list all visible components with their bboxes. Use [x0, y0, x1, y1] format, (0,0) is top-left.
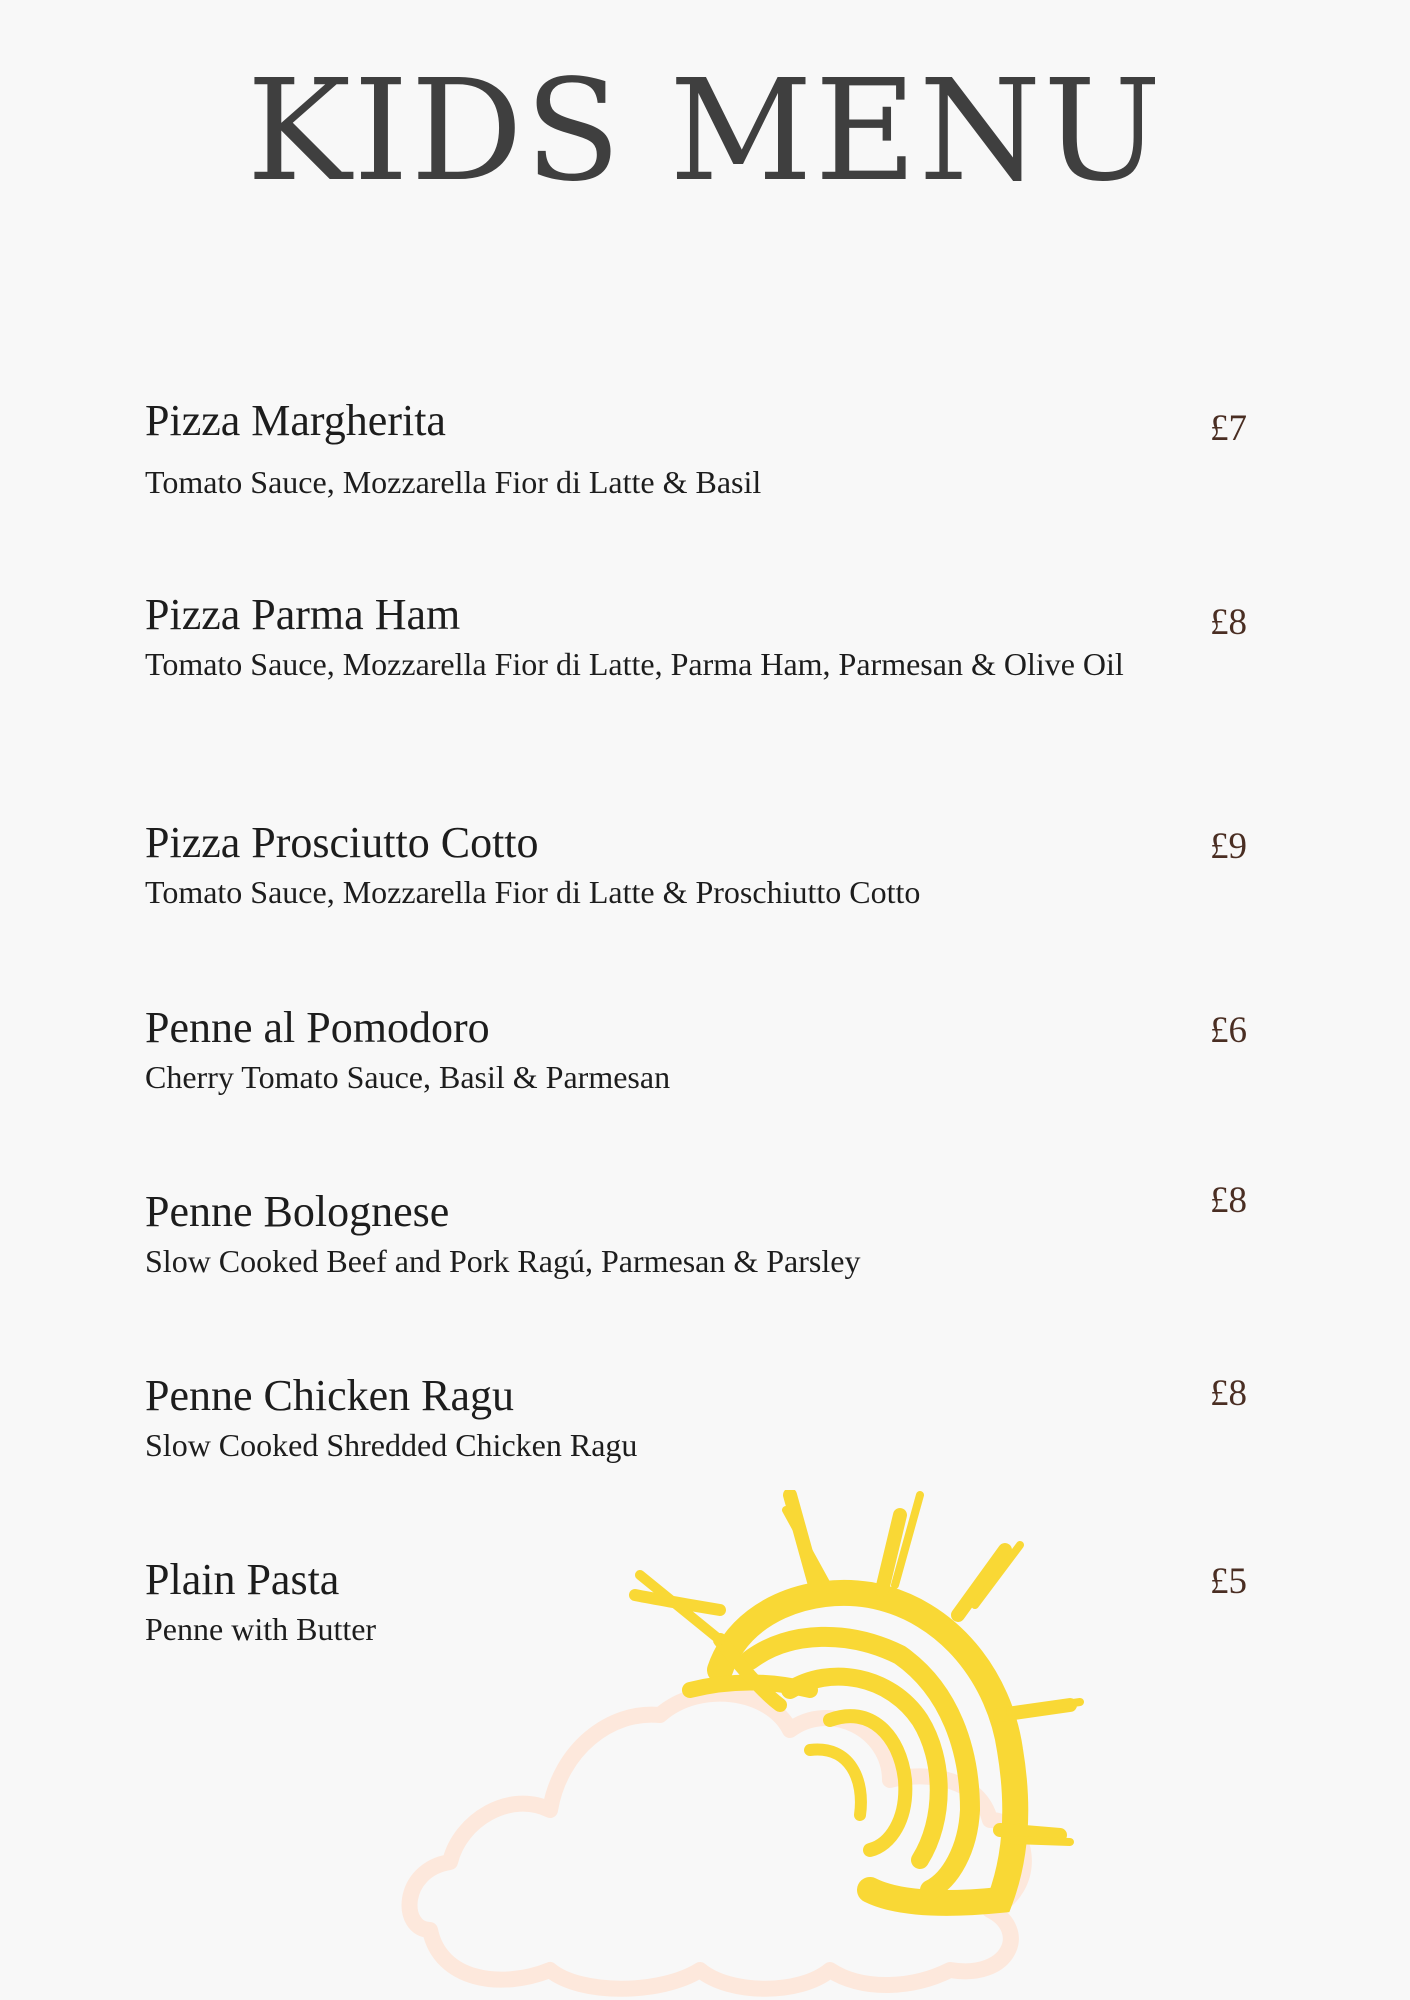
menu-item-price: £8: [1210, 1180, 1247, 1221]
menu-item-description: Tomato Sauce, Mozzarella Fior di Latte & Proschiutto Cotto: [145, 874, 921, 911]
menu-item-name: Penne al Pomodoro: [145, 1003, 490, 1052]
menu-item: [145, 398, 1275, 503]
menu-item: [145, 592, 1275, 685]
menu-item-name: Pizza Prosciutto Cotto: [145, 818, 539, 867]
menu-item-price: £5: [1210, 1561, 1247, 1602]
menu-item: [145, 1189, 1275, 1282]
menu-item-description: Slow Cooked Shredded Chicken Ragu: [145, 1427, 638, 1464]
menu-item-name: Plain Pasta: [145, 1555, 340, 1604]
menu-item-price: £6: [1210, 1010, 1247, 1051]
menu-item-description: Cherry Tomato Sauce, Basil & Parmesan: [145, 1059, 671, 1096]
menu-item-name: Penne Chicken Ragu: [145, 1371, 515, 1420]
menu-item: [145, 1373, 1275, 1466]
menu-item-price: £8: [1210, 602, 1247, 643]
menu-title: KIDS MENU: [246, 50, 1164, 213]
menu-item: [145, 1005, 1275, 1098]
menu-item-price: £9: [1210, 826, 1247, 867]
menu-item-name: Penne Bolognese: [145, 1187, 450, 1236]
menu-item-description: Tomato Sauce, Mozzarella Fior di Latte, Parma Ham, Parmesan & Olive Oil: [145, 646, 1124, 683]
menu-item-description: Penne with Butter: [145, 1611, 377, 1648]
menu-item: [145, 820, 1275, 913]
menu-item-price: £8: [1210, 1373, 1247, 1414]
sun-cloud-illustration: [390, 1490, 1240, 2000]
menu-item-name: Pizza Margherita: [145, 396, 446, 445]
menu-item-name: Pizza Parma Ham: [145, 590, 461, 639]
menu-item-description: Tomato Sauce, Mozzarella Fior di Latte & Basil: [145, 464, 762, 501]
menu-item-description: Slow Cooked Beef and Pork Ragú, Parmesan & Parsley: [145, 1243, 861, 1280]
menu-item-price: £7: [1210, 408, 1247, 449]
